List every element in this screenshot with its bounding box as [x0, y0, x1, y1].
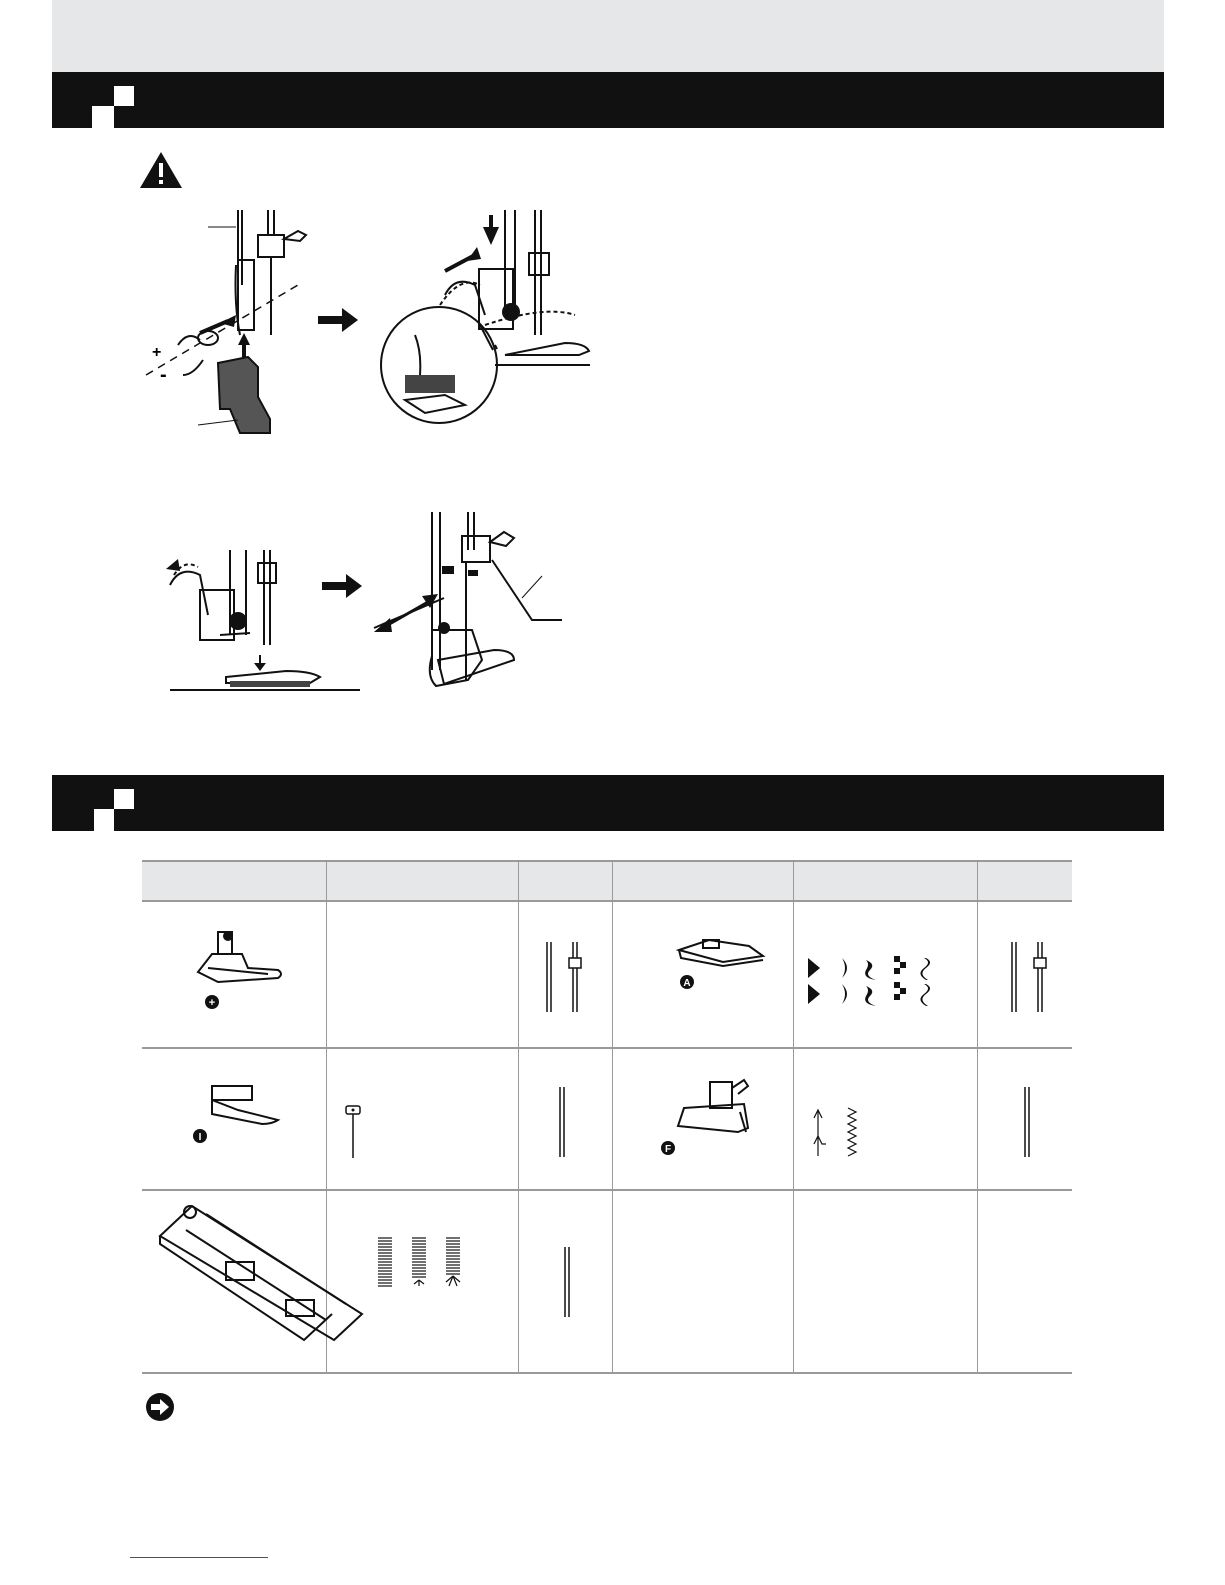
- arrow-right-icon: [322, 574, 362, 598]
- section-header-bar: [52, 775, 1164, 831]
- svg-text:-: -: [160, 364, 167, 386]
- buttonhole-foot-icon: [156, 1200, 366, 1350]
- table-divider: [612, 860, 613, 1374]
- arrow-right-icon: [318, 308, 358, 332]
- foot-letter: I: [198, 1132, 202, 1143]
- footer-link-underline: [130, 1557, 268, 1558]
- table-divider: [518, 860, 519, 1374]
- table-row-divider: [142, 1047, 1072, 1049]
- presser-foot-table: [142, 860, 1072, 1374]
- decorative-stitch-patterns: [806, 954, 956, 1010]
- single-needle-icon: [1017, 1085, 1037, 1165]
- section-header-bar: [52, 72, 1164, 128]
- twin-needle-icon: [1002, 940, 1052, 1020]
- top-band: [52, 0, 1164, 72]
- foot-letter: +: [208, 997, 216, 1009]
- section-header-checker-icon: [94, 72, 134, 128]
- svg-text:+: +: [152, 344, 162, 361]
- presser-foot-icon: [667, 930, 777, 1000]
- warning-triangle-icon: [138, 150, 184, 190]
- buttonhole-patterns: [376, 1234, 476, 1294]
- foot-letter: A: [683, 978, 691, 989]
- overcast-stitch-patterns: [812, 1104, 872, 1160]
- attach-foot-illustration: [375, 205, 595, 445]
- straight-stitch-mark: [342, 1102, 372, 1162]
- table-divider: [977, 860, 978, 1374]
- presser-foot-icon: [190, 1080, 290, 1150]
- single-needle-icon: [557, 1245, 577, 1325]
- twin-needle-icon: [537, 940, 587, 1020]
- table-row-divider: [142, 1372, 1072, 1374]
- overcasting-foot-icon: [650, 1068, 770, 1158]
- table-divider: [793, 860, 794, 1374]
- table-row-divider: [142, 1189, 1072, 1191]
- lower-foot-illustration: [160, 545, 360, 695]
- single-needle-icon: [552, 1085, 572, 1165]
- presser-foot-holder-illustration: [138, 205, 318, 445]
- arrow-circle-icon: [145, 1392, 175, 1422]
- table-header-row: [142, 860, 1072, 902]
- presser-lever-illustration: [372, 510, 572, 710]
- presser-foot-icon: [182, 922, 292, 1012]
- foot-letter: F: [664, 1144, 672, 1155]
- section-header-checker-icon: [94, 775, 134, 831]
